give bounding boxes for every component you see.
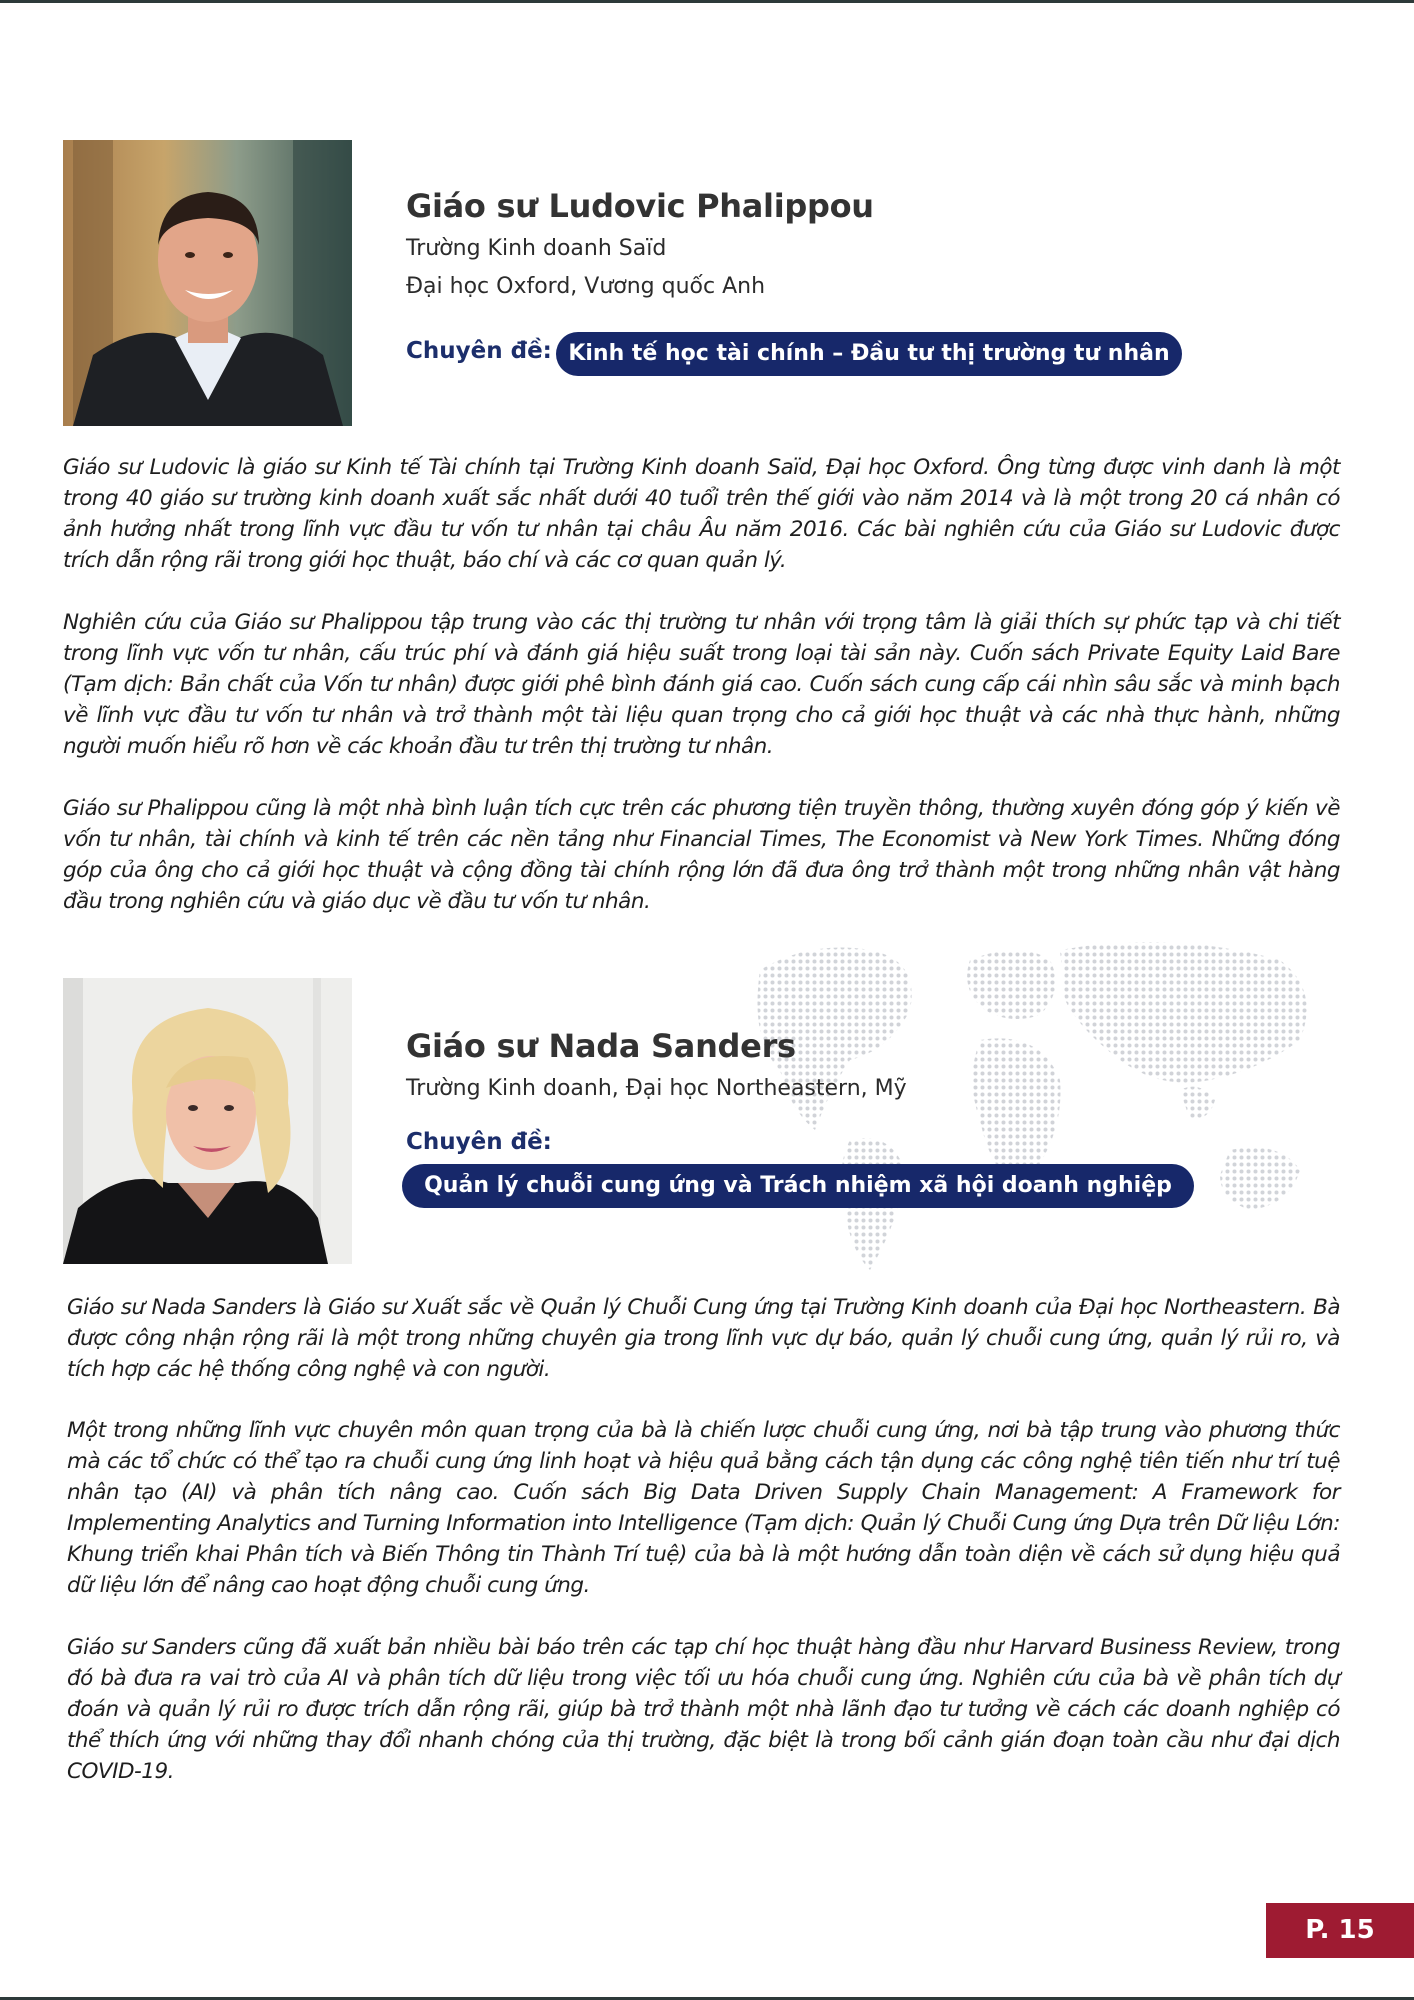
bio-paragraph: Giáo sư Ludovic là giáo sư Kinh tế Tài chính tại Trường Kinh doanh Saïd, Đại học Oxford. Ông từng được vinh danh là một trong 40 giáo sư trường kinh doanh xuất sắc nhất dưới 40 tuổi trên thế giới vào năm 2014 và là một trong 20 cá nhân có ảnh hưởng nhất trong lĩnh vực đầu tư vốn tư nhân tại châu Âu năm 2016. Các bài nghiên cứu của Giáo sư Ludovic được trích dẫn rộng rãi trong giới học thuật, báo chí và các cơ quan quản lý.	[63, 455, 1340, 573]
bio-paragraph: Nghiên cứu của Giáo sư Phalippou tập trung vào các thị trường tư nhân với trọng tâm là giải thích sự phức tạp và chi tiết trong lĩnh vực vốn tư nhân, cấu trúc phí và đánh giá hiệu suất trong loại tài sản này. Cuốn sách Private Equity Laid Bare (Tạm dịch: Bản chất của Vốn tư nhân) được giới phê bình đánh giá cao. Cuốn sách cung cấp cái nhìn sâu sắc và minh bạch về lĩnh vực đầu tư vốn tư nhân và trở thành một tài liệu quan trọng cho cả giới học thuật và các nhà thực hành, những người muốn hiểu rõ hơn về các khoản đầu tư trên thị trường tư nhân.	[63, 610, 1340, 759]
topic-label: Chuyên đề:	[406, 338, 552, 364]
topic-badge: Quản lý chuỗi cung ứng và Trách nhiệm xã hội doanh nghiệp	[402, 1164, 1194, 1208]
bio-paragraph: Giáo sư Sanders cũng đã xuất bản nhiều bài báo trên các tạp chí học thuật hàng đầu như Harvard Business Review, trong đó bà đưa ra vai trò của AI và phân tích dữ liệu trong việc tối ưu hóa chuỗi cung ứng. Nghiên cứu của bà về phân tích dự đoán và quản lý rủi ro được trích dẫn rộng rãi, giúp bà trở thành một nhà lãnh đạo tư tưởng về cách các doanh nghiệp có thể thích ứng với những thay đổi nhanh chóng của thị trường, đặc biệt là trong bối cảnh gián đoạn toàn cầu như đại dịch COVID-19.	[67, 1635, 1340, 1784]
bio-paragraph: Một trong những lĩnh vực chuyên môn quan trọng của bà là chiến lược chuỗi cung ứng, nơi bà tập trung vào phương thức mà các tổ chức có thể tạo ra chuỗi cung ứng linh hoạt và hiệu quả bằng cách tận dụng các công nghệ tiên tiến như trí tuệ nhân tạo (AI) và phân tích nâng cao. Cuốn sách Big Data Driven Supply Chain Management: A Framework for Implementing Analytics and Turning Information into Intelligence (Tạm dịch: Quản lý Chuỗi Cung ứng Dựa trên Dữ liệu Lớn: Khung triển khai Phân tích và Biến Thông tin Thành Trí tuệ) của bà là một hướng dẫn toàn diện về cách sử dụng hiệu quả dữ liệu lớn để nâng cao hoạt động chuỗi cung ứng.	[67, 1418, 1340, 1598]
page-number: P. 15	[1266, 1903, 1414, 1958]
bio-paragraph: Giáo sư Nada Sanders là Giáo sư Xuất sắc về Quản lý Chuỗi Cung ứng tại Trường Kinh doanh của Đại học Northeastern. Bà được công nhận rộng rãi là một trong những chuyên gia trong lĩnh vực dự báo, quản lý chuỗi cung ứng, quản lý rủi ro, và tích hợp các hệ thống công nghệ và con người.	[67, 1295, 1340, 1382]
world-map-decoration	[720, 930, 1340, 1290]
profile-affiliation-line: Trường Kinh doanh, Đại học Northeastern, Mỹ	[406, 1076, 907, 1101]
topic-badge: Kinh tế học tài chính – Đầu tư thị trường tư nhân	[556, 332, 1182, 376]
profile-name: Giáo sư Nada Sanders	[406, 1027, 796, 1065]
bio-paragraph: Giáo sư Phalippou cũng là một nhà bình luận tích cực trên các phương tiện truyền thông, thường xuyên đóng góp ý kiến về vốn tư nhân, tài chính và kinh tế trên các nền tảng như Financial Times, The Economist và New York Times. Những đóng góp của ông cho cả giới học thuật và cộng đồng tài chính rộng lớn đã đưa ông trở thành một trong những nhân vật hàng đầu trong nghiên cứu và giáo dục về đầu tư vốn tư nhân.	[63, 796, 1340, 914]
profile-affiliation-line: Trường Kinh doanh Saïd	[406, 236, 667, 261]
topic-label: Chuyên đề:	[406, 1129, 552, 1155]
portrait-nada-sanders	[63, 978, 352, 1264]
top-border	[0, 0, 1414, 3]
profile-affiliation-line: Đại học Oxford, Vương quốc Anh	[406, 274, 766, 299]
profile-name: Giáo sư Ludovic Phalippou	[406, 187, 874, 225]
portrait-ludovic-phalippou	[63, 140, 352, 426]
